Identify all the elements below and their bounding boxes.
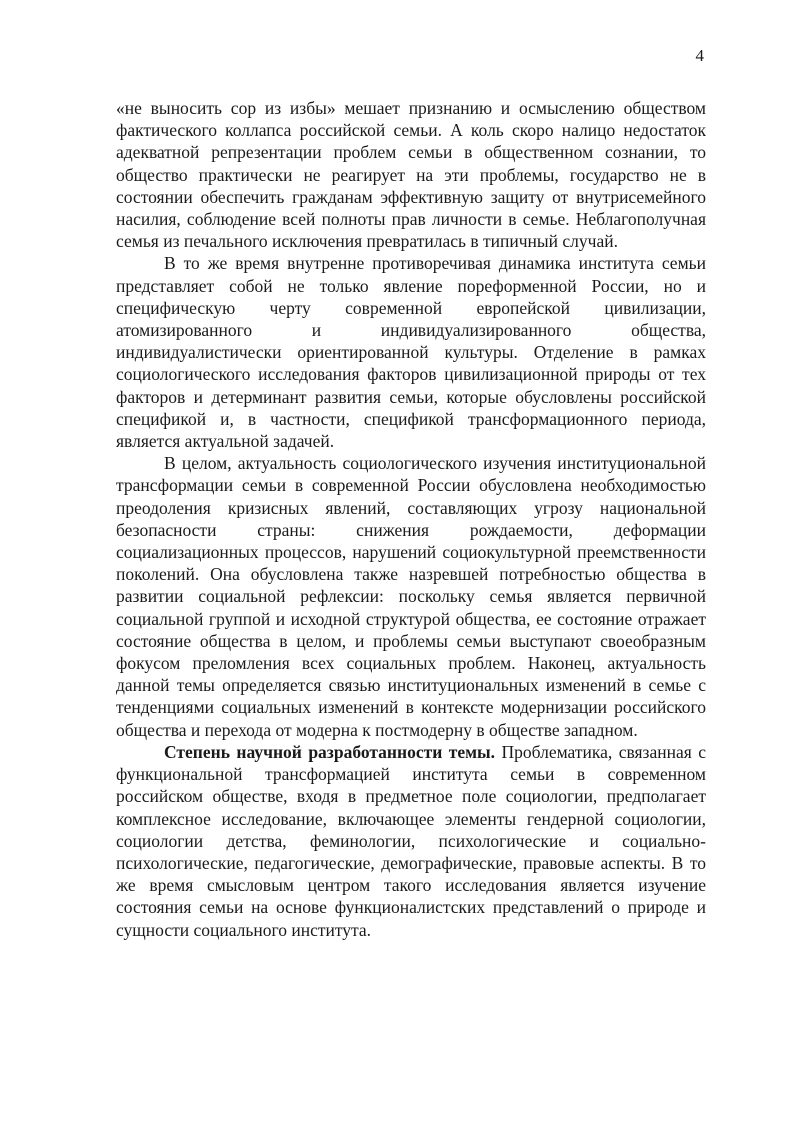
section-heading-inline: Степень научной разработанности темы.	[164, 741, 496, 762]
body-text	[116, 97, 706, 941]
paragraph-3: В целом, актуальность социологического изучения институциональной трансформации семьи в современной России обусловлена необходимостью преодоления кризисных явлений, составляющих угрозу национальной безопасности страны: снижения рождаемости, деформации социализационных процессов, нарушений социокультурной преемственности поколений. Она обусловлена также назревшей потребностью общества в развитии социальной рефлексии: поскольку семья является первичной социальной группой и исходной структурой общества, ее состояние отражает состояние общества в целом, и проблемы семьи выступают своеобразным фокусом преломления всех социальных проблем. Наконец, актуальность данной темы определяется связью институциональных изменений в семье с тенденциями социальных изменений в контексте модернизации российского общества и перехода от модерна к постмодерну в обществе западном.	[116, 453, 706, 740]
page-number: 4	[695, 46, 704, 65]
paragraph-4	[116, 741, 706, 941]
paragraph-2: В то же время внутренне противоречивая динамика института семьи представляет собой не только явление пореформенной России, но и специфическую черту современной европейской цивилизации, атомизированного и индивидуализированного общества, индивидуалистически ориентированной культуры. Отделение в рамках социологического исследования факторов цивилизационной природы от тех факторов и детерминант развития семьи, которые обусловлены российской спецификой и, в частности, спецификой трансформационного периода, является актуальной задачей.	[116, 253, 706, 452]
paragraph-1: «не выносить сор из избы» мешает признанию и осмыслению обществом фактического коллапса российской семьи. А коль скоро налицо недостаток адекватной репрезентации проблем семьи в общественном сознании, то общество практически не реагирует на эти проблемы, государство не в состоянии обеспечить гражданам эффективную защиту от внутрисемейного насилия, соблюдение всей полноты прав личности в семье. Неблагополучная семья из печального исключения превратилась в типичный случай.	[116, 98, 706, 252]
paragraph-4-text: Проблематика, связанная с функциональной трансформацией института семьи в современном российском обществе, входя в предметное поле социологии, предполагает комплексное исследование, включающее элементы гендерной социологии, социологии детства, феминологии, психологические и социально-психологические, педагогические, демографические, правовые аспекты. В то же время смысловым центром такого исследования является изучение состояния семьи на основе функционалистских представлений о природе и сущности социального института.	[116, 741, 706, 940]
